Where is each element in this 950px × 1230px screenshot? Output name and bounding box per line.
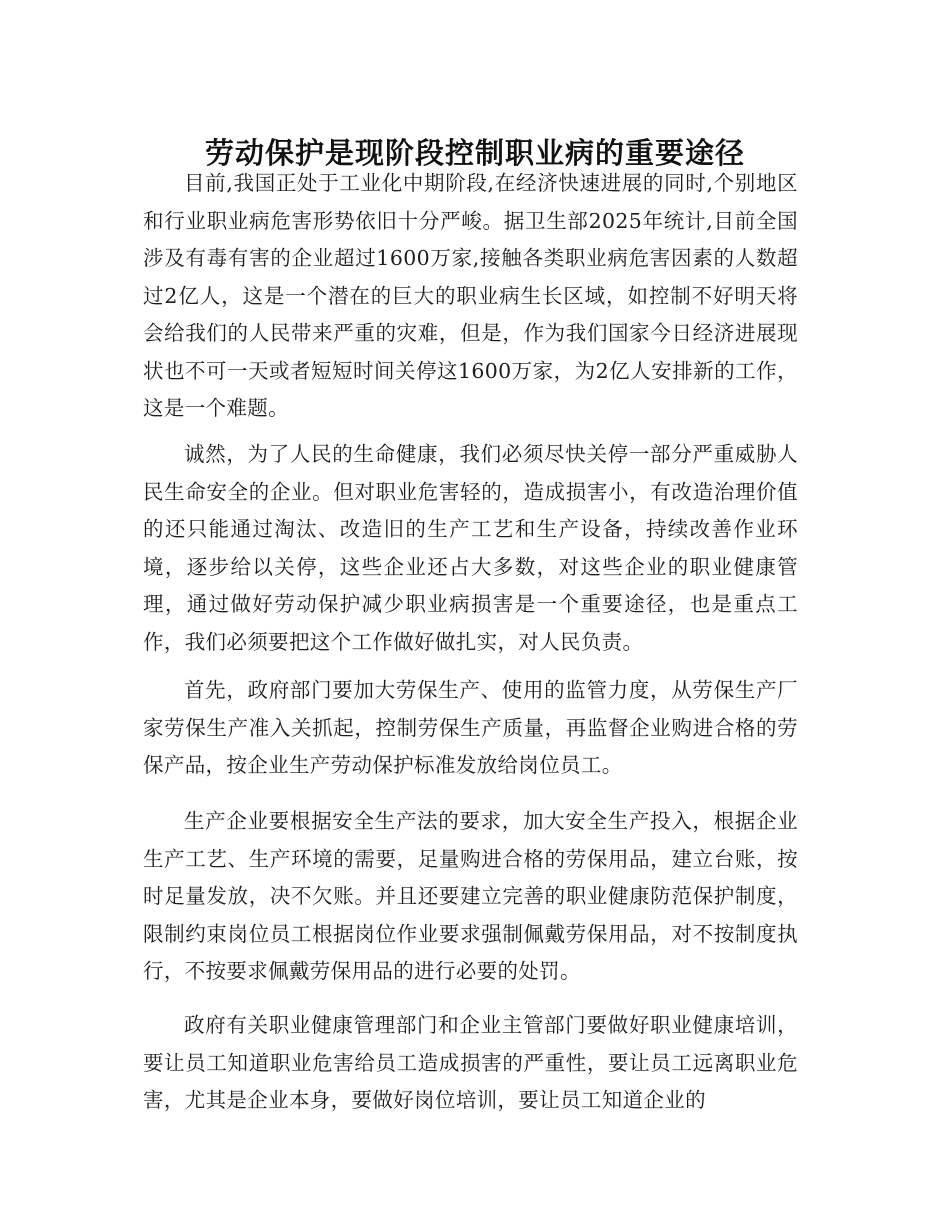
paragraph: 政府有关职业健康管理部门和企业主管部门要做好职业健康培训，要让员工知道职业危害给员工造成损害的严重性，要让员工远离职业危害，尤其是企业本身，要做好岗位培训，要让员工知道企业的 xyxy=(143,1013,798,1112)
paragraph: 生产企业要根据安全生产法的要求，加大安全生产投入，根据企业生产工艺、生产环境的需要，足量购进合格的劳保用品，建立台账，按时足量发放，决不欠账。并且还要建立完善的职业健康防范保护制度，限制约束岗位员工根据岗位作业要求强制佩戴劳保用品，对不按制度执行，不按要求佩戴劳保用品的进行必要的处罚。 xyxy=(143,809,798,983)
paragraph: 目前,我国正处于工业化中期阶段,在经济快速进展的同时,个别地区和行业职业病危害形势依旧十分严峻。据卫生部2025年统计,目前全国涉及有毒有害的企业超过1600万家,接触各类职业病危害因素的人数超过2亿人，这是一个潜在的巨大的职业病生长区域，如控制不好明天将会给我们的人民带来严重的灾难，但是，作为我们国家今日经济进展现状也不可一天或者短短时间关停这1600万家，为2亿人安排新的工作，这是一个难题。 xyxy=(143,171,798,420)
paragraph: 首先，政府部门要加大劳保生产、使用的监管力度，从劳保生产厂家劳保生产准入关抓起，控制劳保生产质量，再监督企业购进合格的劳保产品，按企业生产劳动保护标准发放给岗位员工。 xyxy=(143,678,798,777)
document-title: 劳动保护是现阶段控制职业病的重要途径 xyxy=(204,136,745,171)
paragraph: 诚然，为了人民的生命健康，我们必须尽快关停一部分严重威胁人民生命安全的企业。但对职业危害轻的，造成损害小，有改造治理价值的还只能通过淘汰、改造旧的生产工艺和生产设备，持续改善作业环境，逐步给以关停，这些企业还占大多数，对这些企业的职业健康管理，通过做好劳动保护减少职业病损害是一个重要途径，也是重点工作，我们必须要把这个工作做好做扎实，对人民负责。 xyxy=(143,442,798,654)
